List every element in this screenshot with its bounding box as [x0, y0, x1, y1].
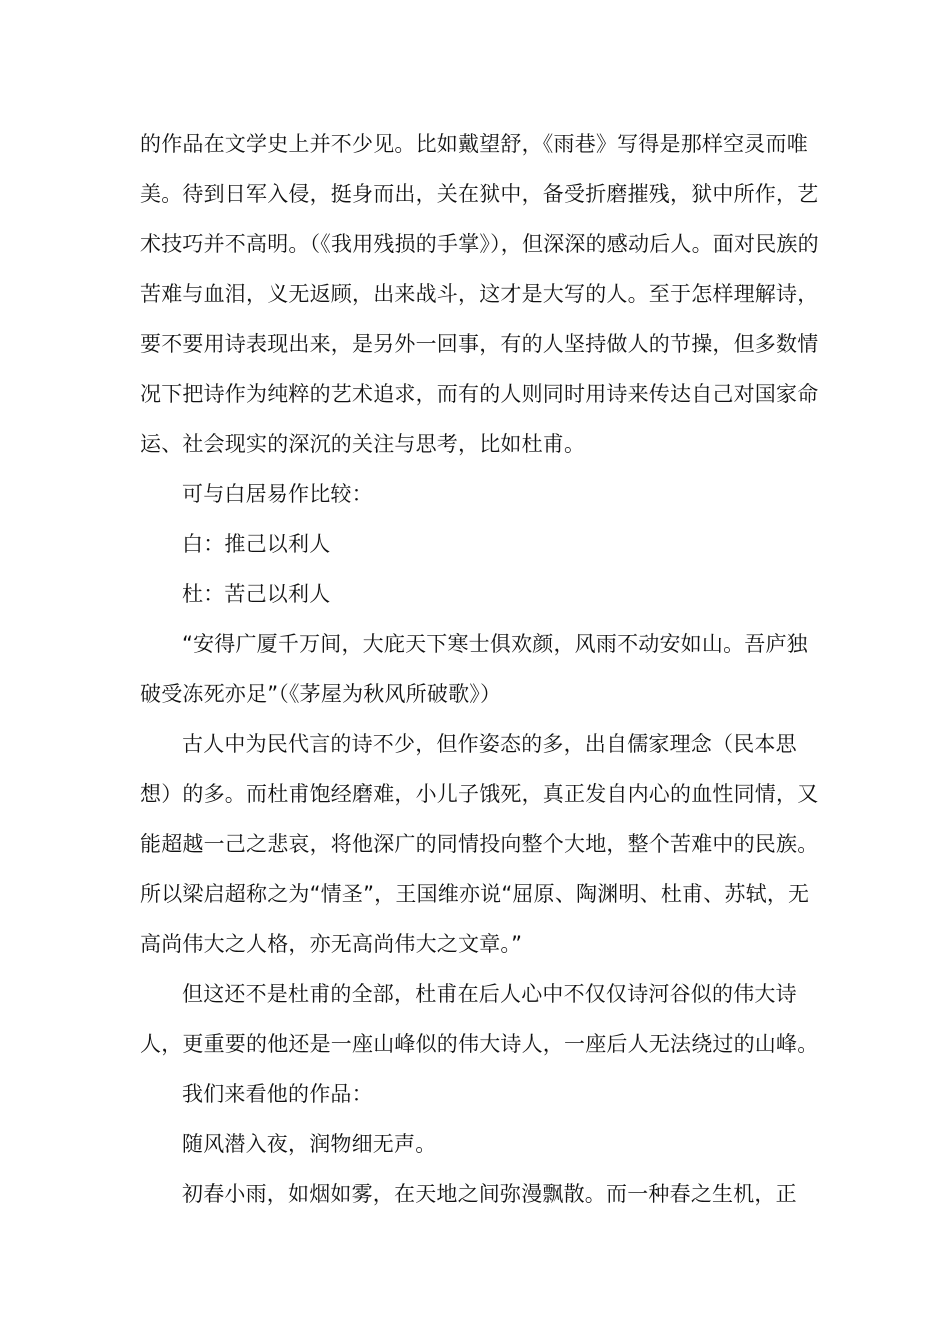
document-body — [140, 119, 825, 1219]
paragraph-du: 杜：苦己以利人 — [182, 582, 331, 606]
paragraph-ancient-poets: 古人中为民代言的诗不少，但作姿态的多，出自儒家理念（民本思想）的多。而杜甫饱经磨难，小儿子饿死，真正发自内心的血性同情，又能超越一己之悲哀，将他深广的同情投向整个大地，整个苦难中的民族。所以梁启超称之为“情圣”，王国维亦说“屈原、陶渊明、杜甫、苏轼，无高尚伟大之人格，亦无高尚伟大之文章。” — [140, 732, 819, 956]
paragraph-bai: 白：推己以利人 — [182, 532, 331, 556]
paragraph-verse-line: 随风潜入夜，润物细无声。 — [182, 1132, 437, 1156]
paragraph-works-intro: 我们来看他的作品： — [182, 1082, 373, 1106]
paragraph-spring-rain: 初春小雨，如烟如雾，在天地之间弥漫飘散。而一种春之生机，正 — [182, 1182, 797, 1206]
paragraph-comparison-intro: 可与白居易作比较： — [182, 482, 373, 506]
paragraph-poem-quote: “安得广厦千万间，大庇天下寒士俱欢颜，风雨不动安如山。吾庐独破受冻死亦足”（《茅屋为秋风所破歌》） — [140, 632, 808, 706]
paragraph-continuation: 的作品在文学史上并不少见。比如戴望舒，《雨巷》写得是那样空灵而唯美。待到日军入侵，挺身而出，关在狱中，备受折磨摧残，狱中所作，艺术技巧并不高明。（《我用残损的手掌》），但深深的感动后人。面对民族的苦难与血泪，义无返顾，出来战斗，这才是大写的人。至于怎样理解诗，要不要用诗表现出来，是另外一回事，有的人坚持做人的节操，但多数情况下把诗作为纯粹的艺术追求，而有的人则同时用诗来传达自己对国家命运、社会现实的深沉的关注与思考，比如杜甫。 — [140, 132, 819, 456]
paragraph-du-fu-mountain: 但这还不是杜甫的全部，杜甫在后人心中不仅仅诗河谷似的伟大诗人，更重要的他还是一座山峰似的伟大诗人，一座后人无法绕过的山峰。 — [140, 982, 819, 1056]
